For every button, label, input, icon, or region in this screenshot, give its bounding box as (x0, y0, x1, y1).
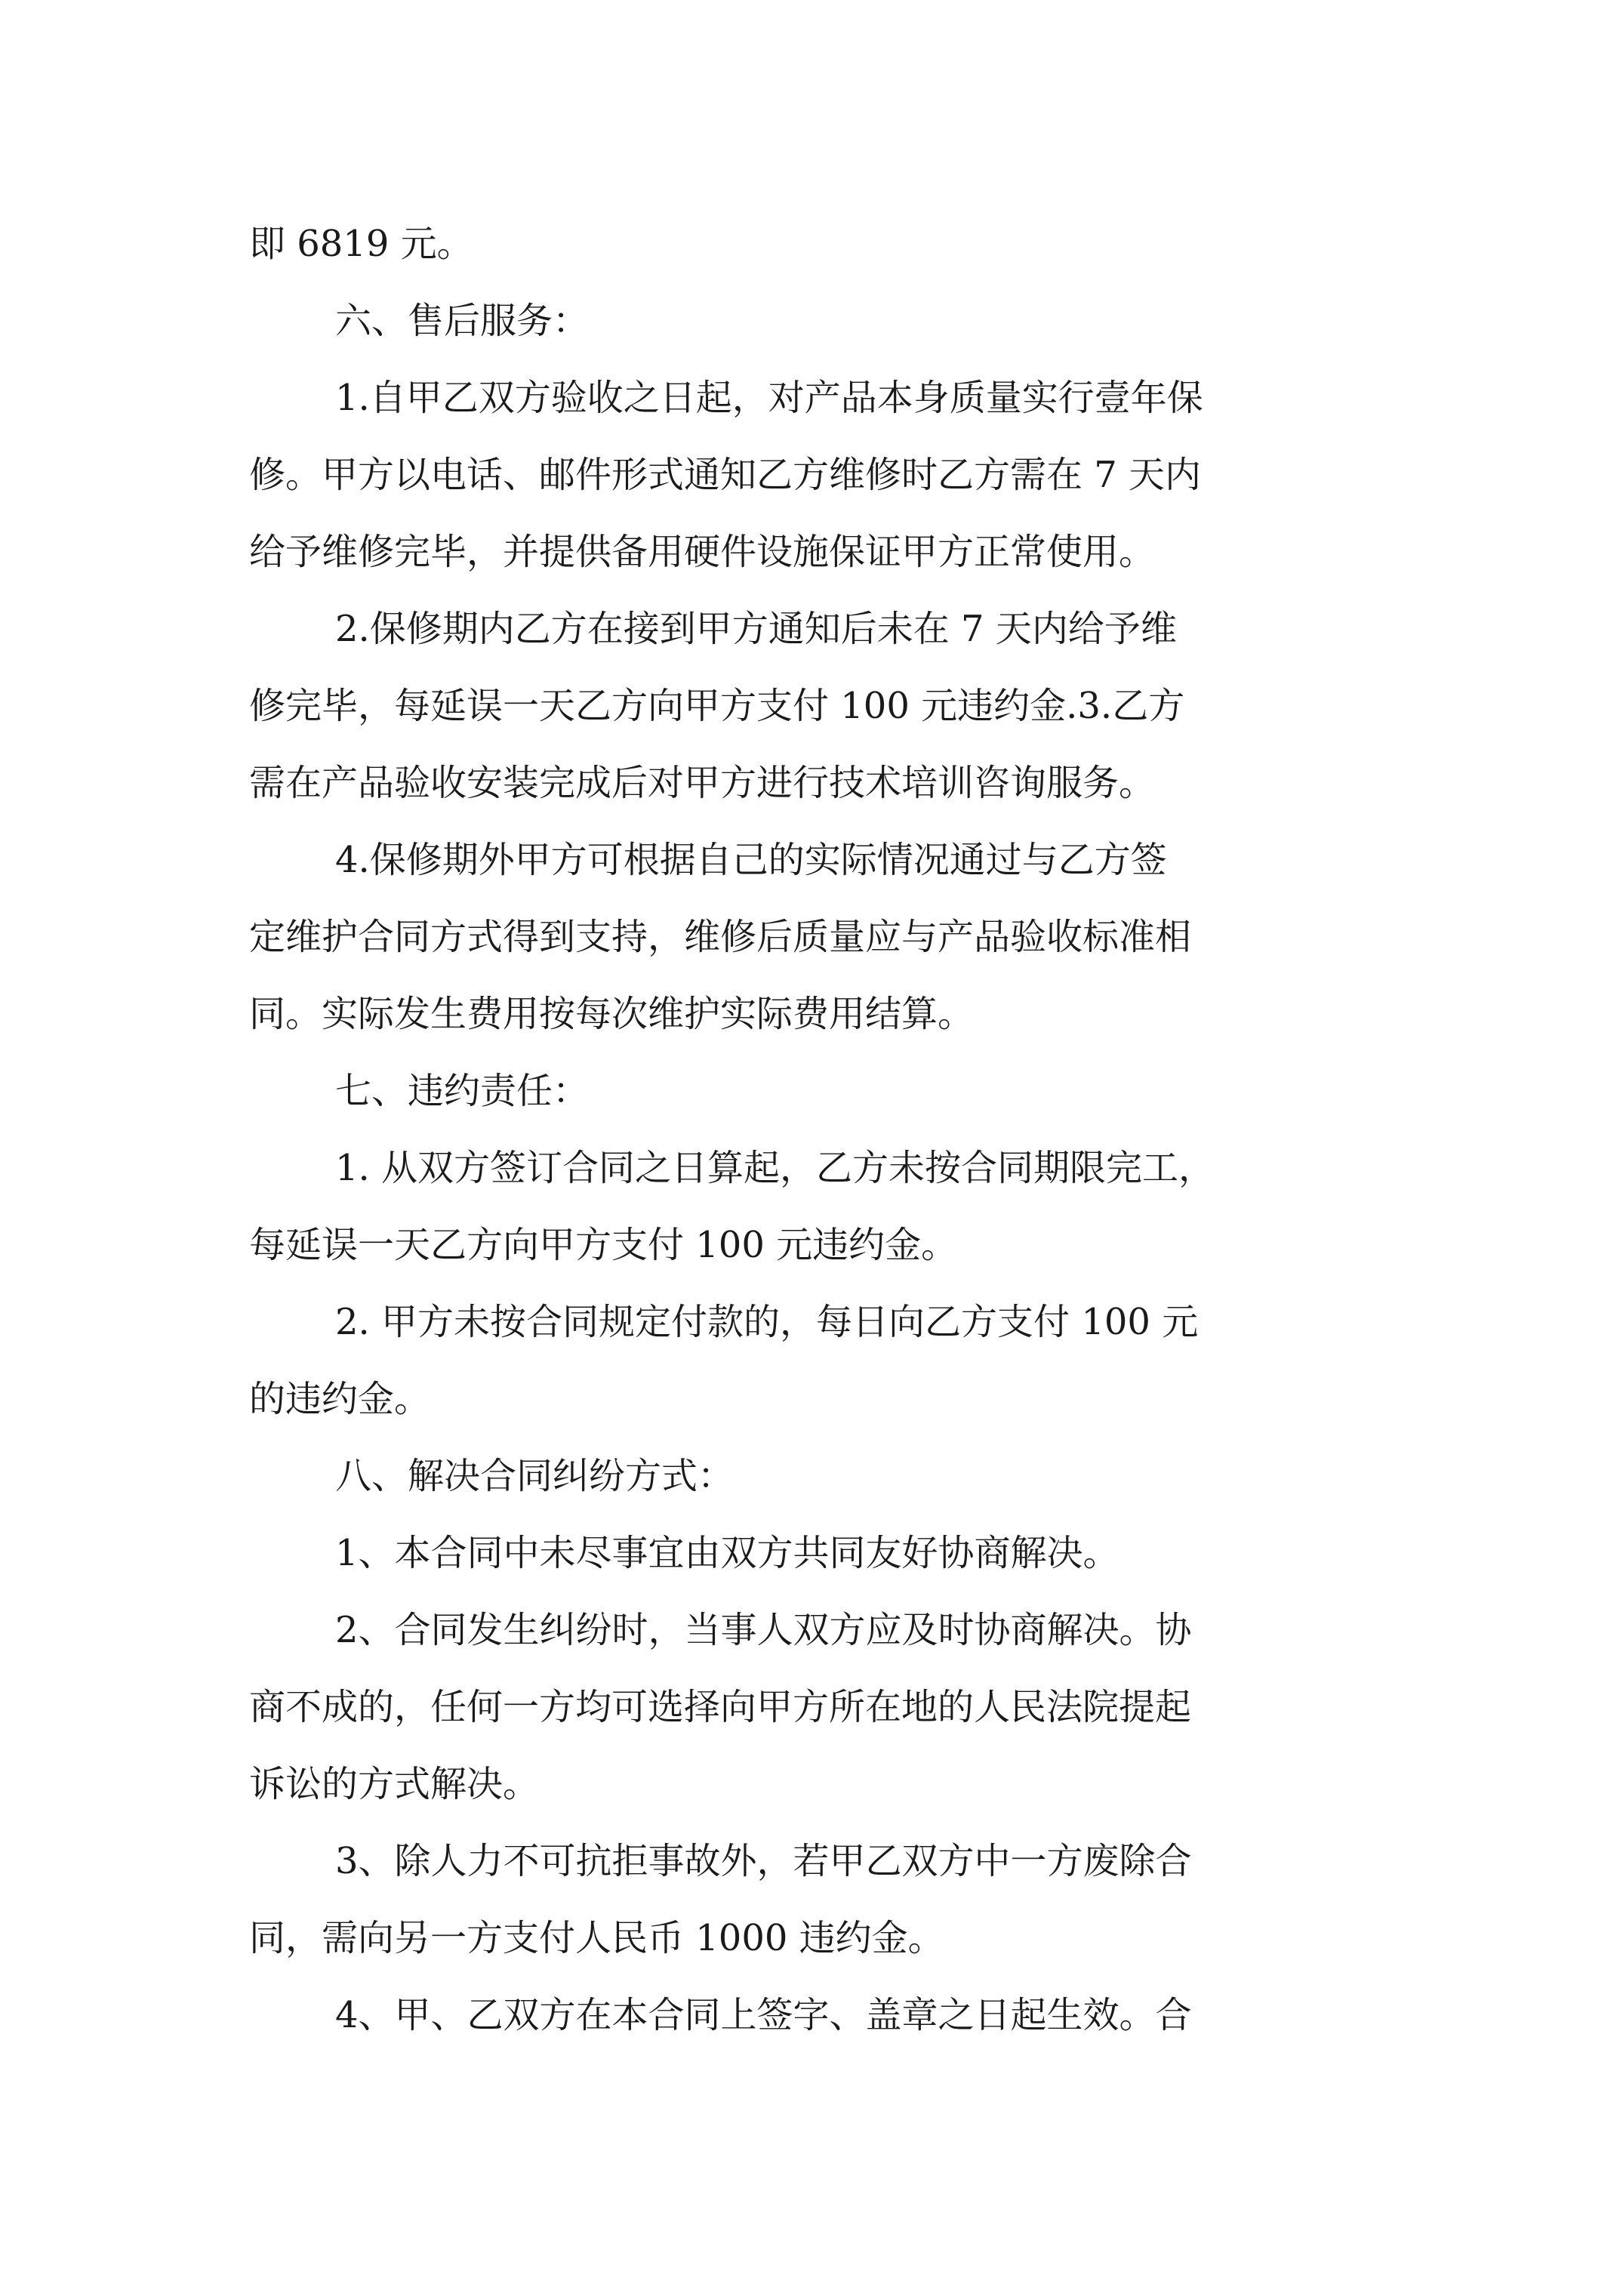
text-line: 同。实际发生费用按每次维护实际费用结算。 (249, 993, 975, 1035)
text-line: 需在产品验收安装完成后对甲方进行技术培训咨询服务。 (249, 762, 1156, 804)
text-line: 商不成的，任何一方均可选择向甲方所在地的人民法院提起 (249, 1686, 1192, 1728)
text-line: 4.保修期外甲方可根据自己的实际情况通过与乙方签 (335, 839, 1167, 881)
text-line: 修。甲方以电话、邮件形式通知乙方维修时乙方需在 7 天内 (249, 454, 1202, 496)
text-line: 每延误一天乙方向甲方支付 100 元违约金。 (249, 1224, 958, 1266)
text-line: 2.保修期内乙方在接到甲方通知后未在 7 天内给予维 (335, 608, 1177, 650)
document-body (249, 219, 1389, 2067)
text-line: 定维护合同方式得到支持，维修后质量应与产品验收标准相 (249, 916, 1192, 958)
text-line: 1. 从双方签订合同之日算起，乙方未按合同期限完工， (335, 1147, 1215, 1189)
section-heading-dispute-resolution: 八、解决合同纠纷方式： (335, 1455, 735, 1497)
text-line: 3、除人力不可抗拒事故外，若甲乙双方中一方废除合 (335, 1840, 1192, 1882)
text-line: 修完毕，每延误一天乙方向甲方支付 100 元违约金.3.乙方 (249, 685, 1185, 727)
text-line: 诉讼的方式解决。 (249, 1763, 540, 1805)
text-line: 2、合同发生纠纷时，当事人双方应及时协商解决。协 (335, 1609, 1192, 1651)
text-line: 2. 甲方未按合同规定付款的，每日向乙方支付 100 元 (335, 1301, 1199, 1343)
text-line: 即 6819 元。 (249, 223, 473, 265)
text-line: 的违约金。 (249, 1378, 431, 1420)
text-line: 1.自甲乙双方验收之日起，对产品本身质量实行壹年保 (335, 377, 1203, 419)
text-line: 给予维修完毕，并提供备用硬件设施保证甲方正常使用。 (249, 531, 1156, 573)
text-line: 同，需向另一方支付人民币 1000 违约金。 (249, 1917, 944, 1959)
text-line: 4、甲、乙双方在本合同上签字、盖章之日起生效。合 (335, 1994, 1192, 2036)
text-line: 1、本合同中未尽事宜由双方共同友好协商解决。 (335, 1532, 1119, 1574)
section-heading-breach-liability: 七、违约责任： (335, 1070, 590, 1112)
section-heading-after-sales: 六、售后服务： (335, 300, 590, 342)
